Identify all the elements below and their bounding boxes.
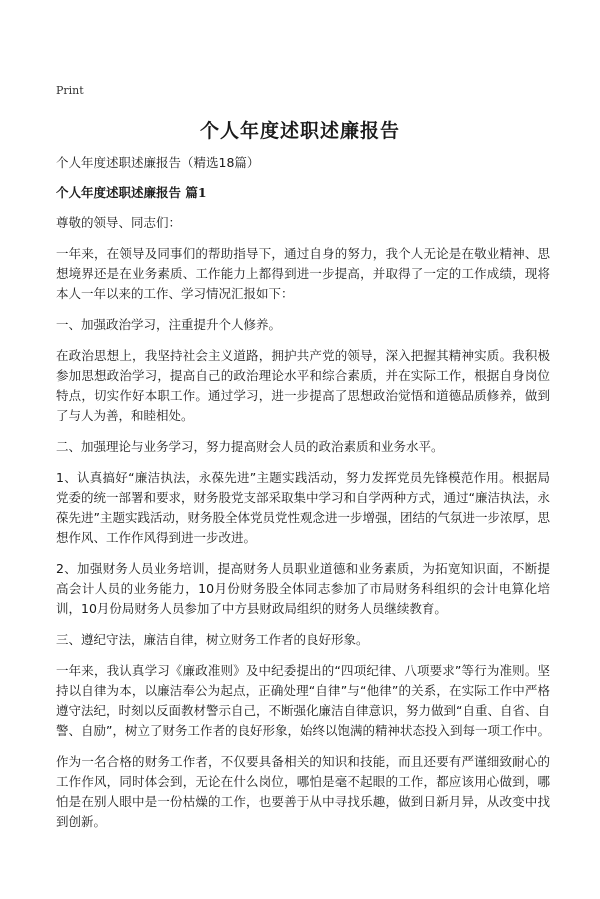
section-heading: 个人年度述职述廉报告 篇1 bbox=[56, 185, 207, 200]
heading-part-1: 一、加强政治学习，注重提升个人修养。 bbox=[56, 317, 282, 332]
heading-part-3: 三、遵纪守法，廉洁自律，树立财务工作者的良好形象。 bbox=[56, 632, 369, 647]
print-label[interactable]: Print bbox=[56, 84, 84, 97]
paragraph-intro: 一年来，在领导及同事们的帮助指导下，通过自身的努力，我个人无论是在敬业精神、思想境界还是在业务素质、工作能力上都得到进一步提高，并取得了一定的工作成绩，现将本人一年以来的工作、学习情况汇报如下： bbox=[56, 246, 550, 301]
paragraph-item-1: 1、认真搞好“廉洁执法，永葆先进”主题实践活动，努力发挥党员先锋模范作用。根据局党委的统一部署和要求，财务股党支部采取集中学习和自学两种方式，通过“廉洁执法，永葆先进”主题实践活动，财务股全体党员党性观念进一步增强，团结的气氛进一步浓厚，思想作风、工作作风得到进一步改进。 bbox=[56, 470, 550, 545]
document-body bbox=[56, 154, 550, 843]
paragraph-item-2: 2、加强财务人员业务培训，提高财务人员职业道德和业务素质，为拓宽知识面，不断提高会计人员的业务能力，10月份财务股全体同志参加了市局财务科组织的会计电算化培训，10月份局财务人员参加了中方县财政局组织的财务人员继续教育。 bbox=[56, 561, 550, 616]
salutation: 尊敬的领导、同志们： bbox=[56, 215, 182, 230]
paragraph-qualified: 作为一名合格的财务工作者，不仅要具备相关的知识和技能，而且还要有严谨细致耐心的工作作风，同时体会到，无论在什么岗位，哪怕是毫不起眼的工作，都应该用心做到，哪怕是在别人眼中是一份枯燥的工作，也要善于从中寻找乐趣，做到日新月异，从改变中找到创新。 bbox=[56, 754, 550, 829]
heading-part-2: 二、加强理论与业务学习，努力提高财会人员的政治素质和业务水平。 bbox=[56, 439, 444, 454]
document-subtitle: 个人年度述职述廉报告（精选18篇） bbox=[56, 155, 260, 170]
paragraph-discipline: 一年来，我认真学习《廉政准则》及中纪委提出的“四项纪律、八项要求”等行为准则。坚持以自律为本，以廉洁奉公为起点，正确处理“自律”与“他律”的关系，在实际工作中严格遵守法纪，时刻以反面教材警示自己，不断强化廉洁自律意识，努力做到“自重、自省、自警、自励”，树立了财务工作者的良好形象，始终以饱满的精神状态投入到每一项工作中。 bbox=[56, 663, 550, 738]
document-title: 个人年度述职述廉报告 bbox=[199, 120, 400, 142]
paragraph-political: 在政治思想上，我坚持社会主义道路，拥护共产党的领导，深入把握其精神实质。我积极参加思想政治学习，提高自己的政治理论水平和综合素质，并在实际工作，根据自身岗位特点，切实作好本职工作。通过学习，进一步提高了思想政治觉悟和道德品质修养，做到了与人为善，和睦相处。 bbox=[56, 348, 550, 423]
